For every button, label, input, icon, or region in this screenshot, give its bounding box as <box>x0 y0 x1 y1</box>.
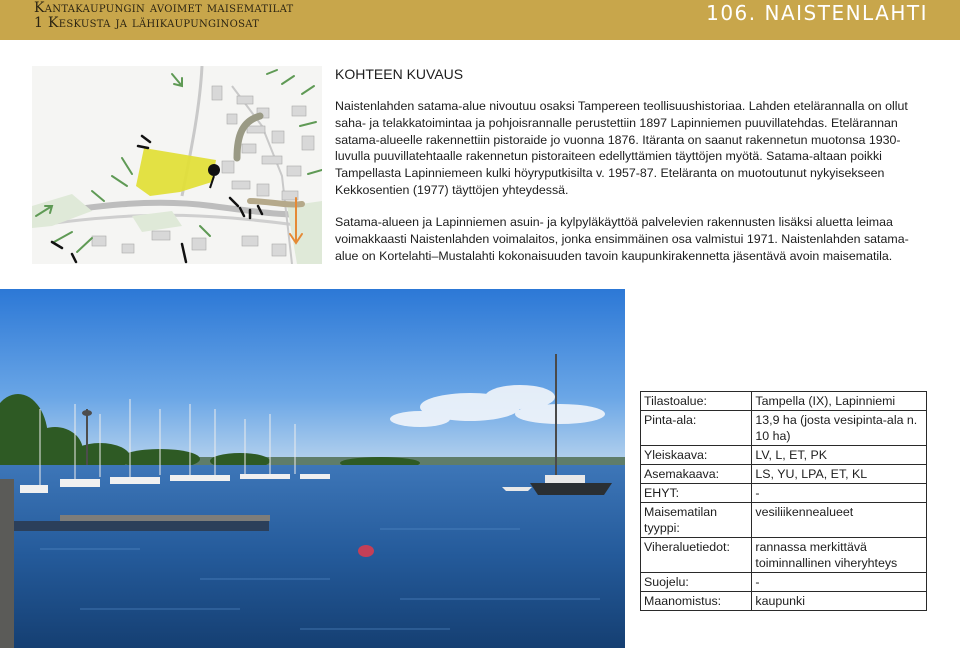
info-value: vesiliikennealueet <box>752 503 927 538</box>
info-row <box>641 538 927 573</box>
info-row <box>641 484 927 503</box>
info-label: Maanomistus: <box>641 592 752 611</box>
info-label: Asemakaava: <box>641 465 752 484</box>
series-line-2: 1 Keskusta ja lähikaupunginosat <box>34 15 260 31</box>
info-value: rannassa merkittävä toiminnallinen viheryhteys <box>752 538 927 573</box>
series-title <box>34 1 294 31</box>
info-value: - <box>752 484 927 503</box>
info-value: 13,9 ha (josta vesipinta-ala n. 10 ha) <box>752 411 927 446</box>
description-paragraph-2: Satama-alueen ja Lapinniemen asuin- ja kylpyläkäyttöä palvelevien rakennusten lisäksi aluetta leimaa voimakkaasti Naistenlahden voimalaitos, jonka ensimmäinen osa valmistui 1971. Naistenlahden satama-alue on Kortelahti–Mustalahti kokonaisuuden tavoin kaupunkirakennetta jäsentävä avoin maisematila. <box>335 215 909 263</box>
info-value: Tampella (IX), Lapinniemi <box>752 392 927 411</box>
info-value: LS, YU, LPA, ET, KL <box>752 465 927 484</box>
info-label: Suojelu: <box>641 573 752 592</box>
page-header <box>0 0 960 40</box>
info-label: EHYT: <box>641 484 752 503</box>
location-map <box>32 66 322 264</box>
info-row <box>641 592 927 611</box>
info-row <box>641 503 927 538</box>
info-row <box>641 446 927 465</box>
info-row <box>641 573 927 592</box>
info-row <box>641 392 927 411</box>
info-table <box>640 391 927 611</box>
info-label: Yleiskaava: <box>641 446 752 465</box>
info-label: Maisematilan tyyppi: <box>641 503 752 538</box>
section-title: KOHTEEN KUVAUS <box>335 66 464 82</box>
harbor-photo <box>0 289 625 648</box>
info-value: LV, L, ET, PK <box>752 446 927 465</box>
series-line-1: Kantakaupungin avoimet maisematilat <box>34 0 294 16</box>
info-label: Viheraluetiedot: <box>641 538 752 573</box>
info-row <box>641 465 927 484</box>
info-label: Tilastoalue: <box>641 392 752 411</box>
info-row <box>641 411 927 446</box>
description-paragraph-1: Naistenlahden satama-alue nivoutuu osaksi Tampereen teollisuushistoriaa. Lahden etelärannalla on ollut saha- ja telakkatoimintaa ja pohjoisrannalle perustettiin 1897 Lapinniemen puuvillatehdas. Etelärannan satama-alueelle rakennettiin pistoraide jo vuonna 1876. Itäranta on saanut rakennetun muotonsa 1930-luvulla puuvillatehtaalle rakennetun pistoraiteen edellyttämien täyttöjen myötä. Satama-altaan poikki Tampellasta Lapinniemeen kulki höyryputkisilta v. 1957-87. Eteläranta on muotoutunut nykyisekseen Kekkosentien (1977) täyttöjen yhteydessä. <box>335 99 908 197</box>
info-label: Pinta-ala: <box>641 411 752 446</box>
info-value: kaupunki <box>752 592 927 611</box>
info-value: - <box>752 573 927 592</box>
page-title: 106. NAISTENLAHTI <box>706 1 928 25</box>
